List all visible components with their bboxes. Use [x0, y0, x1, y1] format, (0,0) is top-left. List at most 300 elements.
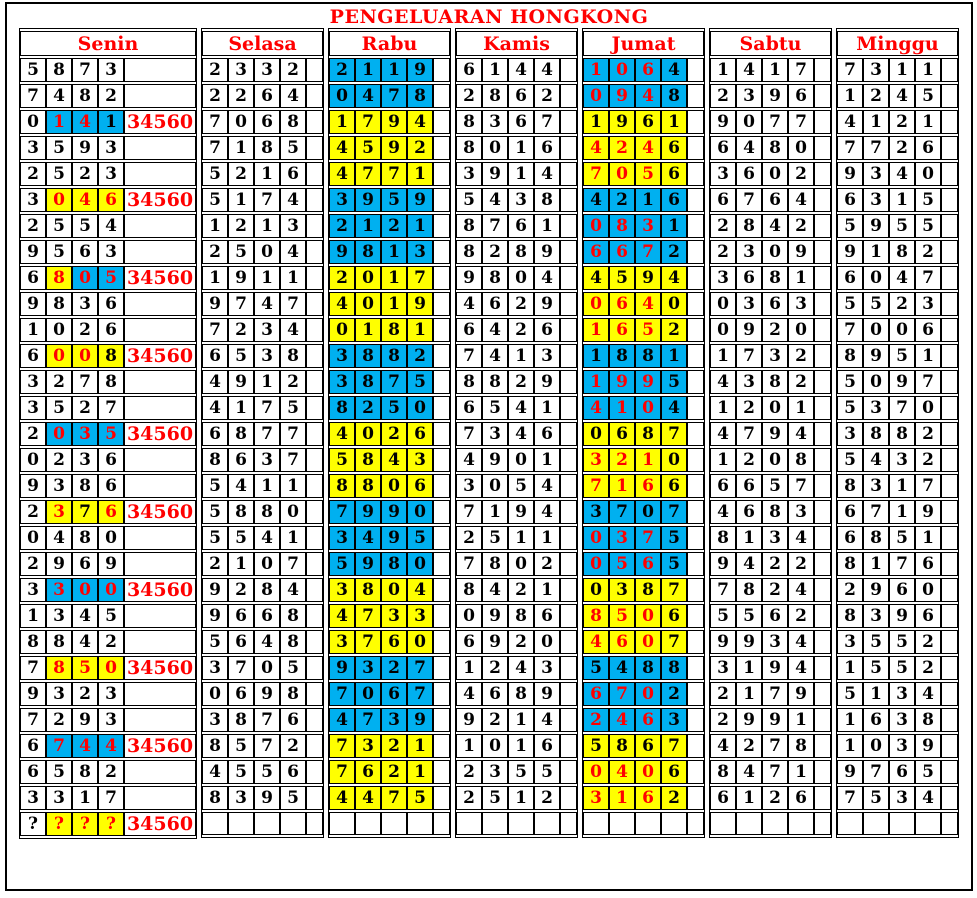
spacer-cell — [687, 708, 704, 732]
digit-cell: 0 — [508, 552, 534, 576]
digit-cell: 6 — [534, 136, 560, 160]
digit-cell: 1 — [837, 84, 863, 108]
digit-cell: 1 — [202, 214, 228, 238]
spacer-cell — [687, 266, 704, 290]
digit-cell: 4 — [661, 58, 687, 82]
table-row — [20, 682, 196, 706]
digit-cell: 4 — [329, 604, 355, 628]
table-row — [20, 422, 196, 446]
digit-cell: 6 — [788, 84, 814, 108]
spacer-cell — [814, 630, 831, 654]
spacer-cell — [941, 448, 958, 472]
digit-cell: 3 — [583, 786, 609, 810]
digit-cell: 7 — [762, 110, 788, 134]
table-row — [837, 370, 958, 394]
spacer-cell — [306, 396, 323, 420]
digit-cell: 8 — [889, 240, 915, 264]
digit-cell: ? — [46, 812, 72, 836]
digit-cell: 2 — [20, 214, 46, 238]
digit-cell: 9 — [254, 786, 280, 810]
digit-cell: 6 — [407, 422, 433, 446]
spacer-cell — [560, 84, 577, 108]
digit-cell: 0 — [635, 682, 661, 706]
digit-cell: 7 — [254, 188, 280, 212]
digit-cell: 4 — [837, 110, 863, 134]
digit-cell: 1 — [583, 110, 609, 134]
digit-cell: 1 — [583, 344, 609, 368]
digit-cell: 3 — [98, 136, 124, 160]
digit-cell: 5 — [381, 188, 407, 212]
digit-cell: 6 — [381, 682, 407, 706]
digit-cell: 0 — [202, 682, 228, 706]
digit-cell: 7 — [482, 214, 508, 238]
digit-cell: 6 — [20, 760, 46, 784]
digit-cell: 8 — [72, 474, 98, 498]
digit-cell: 5 — [72, 656, 98, 680]
spacer-cell — [306, 292, 323, 316]
digit-cell: 9 — [202, 578, 228, 602]
table-row — [20, 110, 196, 134]
spacer-cell — [433, 292, 450, 316]
digit-cell: 8 — [254, 136, 280, 160]
digit-cell: 2 — [762, 786, 788, 810]
table-row — [202, 84, 323, 108]
digit-cell: 3 — [72, 292, 98, 316]
table-row — [710, 162, 831, 186]
table-row — [329, 136, 450, 160]
spacer-cell — [560, 240, 577, 264]
digit-cell: 8 — [381, 552, 407, 576]
digit-cell: 7 — [254, 422, 280, 446]
table-row — [202, 578, 323, 602]
digit-cell: 9 — [710, 110, 736, 134]
digit-cell: 1 — [710, 396, 736, 420]
table-row — [202, 734, 323, 758]
digit-cell: 3 — [407, 240, 433, 264]
table-row — [456, 58, 577, 82]
digit-cell: 6 — [837, 500, 863, 524]
digit-cell: 6 — [635, 110, 661, 134]
spacer-cell — [560, 422, 577, 446]
digit-cell: 1 — [788, 760, 814, 784]
digit-cell: 1 — [736, 682, 762, 706]
spacer-cell — [941, 292, 958, 316]
digit-cell: 1 — [788, 266, 814, 290]
day-header-minggu: Minggu — [837, 31, 958, 56]
digit-cell: 8 — [280, 110, 306, 134]
digit-cell: 1 — [609, 786, 635, 810]
digit-cell: 9 — [762, 422, 788, 446]
digit-cell: 2 — [710, 682, 736, 706]
digit-cell: 1 — [661, 110, 687, 134]
digit-cell — [355, 812, 381, 835]
digit-cell: 8 — [456, 578, 482, 602]
spacer-cell — [433, 786, 450, 810]
digit-cell: 2 — [534, 552, 560, 576]
spacer-cell — [560, 682, 577, 706]
spacer-cell — [687, 344, 704, 368]
digit-cell: 6 — [20, 266, 46, 290]
spacer-cell — [306, 266, 323, 290]
digit-cell: 6 — [635, 58, 661, 82]
digit-cell: 4 — [609, 656, 635, 680]
digit-cell: 2 — [762, 578, 788, 602]
digit-cell: 6 — [98, 448, 124, 472]
spacer-cell — [306, 682, 323, 706]
spacer-cell — [941, 630, 958, 654]
table-row — [710, 708, 831, 732]
spacer-cell — [941, 786, 958, 810]
digit-cell: 2 — [456, 760, 482, 784]
digit-cell: 0 — [915, 578, 941, 602]
digit-cell: 2 — [482, 656, 508, 680]
digit-cell: 0 — [407, 552, 433, 576]
digit-cell: 3 — [329, 578, 355, 602]
table-row — [837, 682, 958, 706]
digit-cell: 7 — [72, 58, 98, 82]
spacer-cell — [687, 500, 704, 524]
digit-cell: 9 — [329, 240, 355, 264]
digit-cell: 5 — [482, 526, 508, 550]
digit-cell: 8 — [381, 344, 407, 368]
table-row — [710, 136, 831, 160]
digit-cell: 7 — [456, 422, 482, 446]
spacer-cell — [814, 708, 831, 732]
digit-cell: 9 — [407, 708, 433, 732]
digit-cell: 3 — [72, 448, 98, 472]
digit-cell: 5 — [889, 344, 915, 368]
digit-cell: 0 — [635, 630, 661, 654]
table-row — [837, 500, 958, 524]
table-row — [583, 656, 704, 680]
digit-cell: 4 — [534, 474, 560, 498]
digit-cell: 9 — [20, 240, 46, 264]
digit-cell: 7 — [407, 682, 433, 706]
digit-cell: 9 — [456, 266, 482, 290]
table-row — [329, 630, 450, 654]
marker-cell — [124, 136, 196, 160]
table-row — [710, 344, 831, 368]
digit-cell: 0 — [72, 344, 98, 368]
digit-cell: 2 — [20, 422, 46, 446]
table-row — [583, 58, 704, 82]
digit-cell: 4 — [456, 292, 482, 316]
spacer-cell — [560, 734, 577, 758]
digit-cell: 3 — [329, 344, 355, 368]
table-row — [202, 136, 323, 160]
digit-cell: 0 — [329, 84, 355, 108]
digit-cell: 4 — [280, 318, 306, 342]
digit-cell: 8 — [202, 786, 228, 810]
digit-cell: 7 — [762, 760, 788, 784]
table-row — [456, 240, 577, 264]
table-row — [710, 812, 831, 835]
digit-cell: 5 — [863, 630, 889, 654]
digit-cell: 9 — [837, 240, 863, 264]
digit-cell: 3 — [583, 500, 609, 524]
digit-cell: 1 — [710, 344, 736, 368]
digit-cell: 8 — [202, 734, 228, 758]
spacer-cell — [814, 786, 831, 810]
digit-cell: 6 — [534, 734, 560, 758]
digit-cell: 1 — [508, 136, 534, 160]
table-row — [837, 448, 958, 472]
table-row — [456, 734, 577, 758]
spacer-cell — [306, 734, 323, 758]
marker-cell: 34560 — [124, 110, 196, 134]
table-row — [329, 292, 450, 316]
digit-cell: 2 — [788, 162, 814, 186]
digit-cell: 9 — [329, 656, 355, 680]
digit-cell: 4 — [863, 448, 889, 472]
digit-cell: 9 — [202, 604, 228, 628]
digit-cell — [788, 812, 814, 835]
digit-cell: 2 — [46, 448, 72, 472]
page-frame — [5, 2, 973, 891]
digit-cell: 1 — [736, 786, 762, 810]
digit-cell: 6 — [534, 318, 560, 342]
digit-cell: 4 — [46, 84, 72, 108]
digit-cell: 5 — [20, 58, 46, 82]
spacer-cell — [433, 422, 450, 446]
digit-cell: 3 — [889, 734, 915, 758]
digit-cell: 7 — [661, 578, 687, 602]
digit-cell: 4 — [329, 162, 355, 186]
digit-cell: 2 — [228, 318, 254, 342]
digit-cell: 5 — [46, 396, 72, 420]
digit-cell: 3 — [837, 630, 863, 654]
spacer-cell — [941, 760, 958, 784]
digit-cell: 6 — [609, 292, 635, 316]
page-title: PENGELUARAN HONGKONG — [329, 6, 649, 28]
digit-cell: 2 — [329, 214, 355, 238]
digit-cell: 8 — [609, 734, 635, 758]
digit-cell: 6 — [280, 708, 306, 732]
spacer-cell — [433, 734, 450, 758]
digit-cell: 3 — [710, 162, 736, 186]
digit-cell: 7 — [863, 760, 889, 784]
table-row — [329, 84, 450, 108]
digit-cell: 1 — [863, 682, 889, 706]
digit-cell: 3 — [736, 370, 762, 394]
digit-cell: 4 — [508, 58, 534, 82]
marker-cell — [124, 292, 196, 316]
digit-cell: 0 — [762, 448, 788, 472]
digit-cell: 3 — [381, 604, 407, 628]
digit-cell: 4 — [889, 266, 915, 290]
digit-cell: 4 — [534, 266, 560, 290]
digit-cell: 9 — [20, 682, 46, 706]
table-row — [837, 604, 958, 628]
digit-cell: 1 — [736, 526, 762, 550]
spacer-cell — [941, 162, 958, 186]
digit-cell: 8 — [280, 682, 306, 706]
digit-cell: 1 — [254, 370, 280, 394]
digit-cell: 2 — [889, 292, 915, 316]
spacer-cell — [941, 58, 958, 82]
digit-cell: 5 — [762, 474, 788, 498]
digit-cell: 0 — [609, 58, 635, 82]
table-row — [837, 630, 958, 654]
digit-cell: 4 — [736, 58, 762, 82]
digit-cell: 9 — [609, 370, 635, 394]
table-row — [202, 500, 323, 524]
digit-cell: 9 — [72, 708, 98, 732]
table-row — [710, 396, 831, 420]
digit-cell: 4 — [72, 630, 98, 654]
digit-cell: 2 — [710, 214, 736, 238]
digit-cell: 0 — [355, 266, 381, 290]
digit-cell: 7 — [915, 370, 941, 394]
digit-cell: 3 — [98, 708, 124, 732]
spacer-cell — [306, 552, 323, 576]
spacer-cell — [941, 110, 958, 134]
digit-cell: 3 — [254, 58, 280, 82]
digit-cell: 7 — [837, 786, 863, 810]
spacer-cell — [814, 292, 831, 316]
digit-cell: 4 — [98, 734, 124, 758]
digit-cell: 8 — [254, 578, 280, 602]
digit-cell: 7 — [355, 110, 381, 134]
table-row — [837, 552, 958, 576]
digit-cell: 3 — [329, 526, 355, 550]
digit-cell: 1 — [915, 58, 941, 82]
digit-cell: 4 — [202, 370, 228, 394]
spacer-cell — [941, 370, 958, 394]
digit-cell: 2 — [329, 266, 355, 290]
digit-cell: 2 — [202, 552, 228, 576]
digit-cell: 7 — [72, 500, 98, 524]
digit-cell: 1 — [381, 292, 407, 316]
digit-cell: 3 — [355, 656, 381, 680]
digit-cell: 3 — [46, 682, 72, 706]
digit-cell: 6 — [609, 240, 635, 264]
digit-cell — [456, 812, 482, 835]
marker-cell: 34560 — [124, 344, 196, 368]
digit-cell: 3 — [889, 786, 915, 810]
digit-cell: 3 — [788, 500, 814, 524]
table-row — [583, 812, 704, 835]
digit-cell: 6 — [635, 474, 661, 498]
table-row — [583, 630, 704, 654]
digit-cell: 5 — [228, 344, 254, 368]
digit-cell: 3 — [710, 266, 736, 290]
table-row — [20, 370, 196, 394]
digit-cell: 2 — [710, 708, 736, 732]
digit-cell: 8 — [407, 84, 433, 108]
table-row — [456, 552, 577, 576]
digit-cell — [736, 812, 762, 835]
table-row — [20, 396, 196, 420]
digit-cell: 3 — [254, 318, 280, 342]
digit-cell: 9 — [381, 500, 407, 524]
digit-cell: 9 — [228, 370, 254, 394]
spacer-cell — [560, 370, 577, 394]
digit-cell: 9 — [534, 370, 560, 394]
header-row — [202, 31, 323, 56]
digit-cell: 3 — [863, 604, 889, 628]
spacer-cell — [687, 240, 704, 264]
spacer-cell — [560, 474, 577, 498]
digit-cell: 4 — [456, 682, 482, 706]
digit-cell: 6 — [710, 786, 736, 810]
table-row — [456, 292, 577, 316]
digit-cell: 0 — [508, 448, 534, 472]
spacer-cell — [306, 708, 323, 732]
digit-cell: 8 — [889, 422, 915, 446]
table-row — [710, 682, 831, 706]
spacer-cell — [433, 526, 450, 550]
digit-cell: 1 — [407, 214, 433, 238]
digit-cell: 2 — [710, 240, 736, 264]
table-row — [20, 812, 196, 836]
digit-cell: 6 — [762, 292, 788, 316]
spacer-cell — [687, 318, 704, 342]
table-row — [583, 682, 704, 706]
digit-cell: 4 — [788, 578, 814, 602]
digit-cell: 5 — [609, 266, 635, 290]
table-row — [710, 604, 831, 628]
digit-cell: 3 — [407, 604, 433, 628]
digit-cell: 4 — [710, 734, 736, 758]
digit-cell: 2 — [72, 162, 98, 186]
table-row — [329, 578, 450, 602]
spacer-cell — [306, 422, 323, 446]
marker-cell — [124, 708, 196, 732]
table-row — [710, 786, 831, 810]
spacer-cell — [306, 84, 323, 108]
digit-cell: 2 — [736, 448, 762, 472]
digit-cell: 0 — [456, 604, 482, 628]
digit-cell: 5 — [254, 760, 280, 784]
spacer-cell — [941, 214, 958, 238]
digit-cell: 2 — [661, 240, 687, 264]
table-row — [837, 734, 958, 758]
digit-cell: 8 — [98, 344, 124, 368]
digit-cell: 8 — [788, 734, 814, 758]
spacer-cell — [306, 344, 323, 368]
digit-cell: 7 — [889, 552, 915, 576]
digit-cell: 9 — [534, 240, 560, 264]
spacer-cell — [814, 734, 831, 758]
digit-cell: 2 — [280, 58, 306, 82]
spacer-cell — [433, 188, 450, 212]
digit-cell: 6 — [762, 604, 788, 628]
digit-cell: 2 — [72, 396, 98, 420]
table-row — [837, 422, 958, 446]
digit-cell: 7 — [534, 110, 560, 134]
table-row — [202, 604, 323, 628]
digit-cell: 1 — [635, 188, 661, 212]
digit-cell: 2 — [381, 734, 407, 758]
digit-cell: 4 — [407, 110, 433, 134]
digit-cell: 0 — [20, 526, 46, 550]
spacer-cell — [433, 58, 450, 82]
digit-cell: 4 — [889, 84, 915, 108]
table-row — [710, 84, 831, 108]
digit-cell: 2 — [661, 786, 687, 810]
digit-cell: 8 — [355, 474, 381, 498]
spacer-cell — [814, 84, 831, 108]
spacer-cell — [560, 396, 577, 420]
digit-cell: 4 — [534, 500, 560, 524]
digit-cell: 1 — [508, 344, 534, 368]
table-row — [837, 188, 958, 212]
table-row — [202, 682, 323, 706]
digit-cell: 4 — [329, 786, 355, 810]
digit-cell: 0 — [863, 734, 889, 758]
digit-cell: 4 — [202, 396, 228, 420]
